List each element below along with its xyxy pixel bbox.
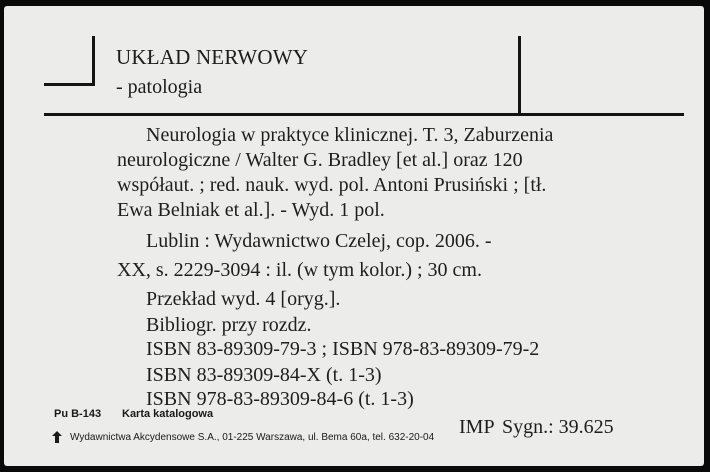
entry-line: Przekład wyd. 4 [oryg.].	[146, 288, 341, 310]
call-number: Sygn.: 39.625	[502, 416, 614, 438]
form-code: Pu B-143	[54, 408, 102, 420]
entry-line: ISBN 83-89309-79-3 ; ISBN 978-83-89309-79-2	[146, 338, 540, 360]
imp-stamp: IMP	[459, 416, 495, 438]
bracket-right-vertical	[518, 36, 521, 116]
bracket-left-horizontal	[44, 83, 95, 86]
entry-line: Lublin : Wydawnictwo Czelej, cop. 2006. -	[146, 230, 492, 252]
publisher-logo-icon	[50, 430, 64, 444]
form-type: Karta katalogowa	[122, 408, 214, 420]
entry-line: XX, s. 2229-3094 : il. (w tym kolor.) ; 30 cm.	[117, 259, 482, 281]
entry-line: ISBN 978-83-89309-84-6 (t. 1-3)	[146, 388, 414, 410]
catalog-card	[4, 6, 704, 466]
entry-line: ISBN 83-89309-84-X (t. 1-3)	[146, 364, 382, 386]
bracket-left-vertical	[92, 36, 95, 86]
entry-line: neurologiczne / Walter G. Bradley [et al.] oraz 120	[117, 149, 523, 171]
heading-divider	[44, 113, 684, 116]
entry-line: Neurologia w praktyce klinicznej. T. 3, Zaburzenia	[146, 124, 554, 146]
publisher-line: Wydawnictwa Akcydensowe S.A., 01-225 Warszawa, ul. Bema 60a, tel. 632-20-04	[70, 432, 435, 443]
subject-subheading: - patologia	[116, 76, 203, 98]
entry-line: współaut. ; red. nauk. wyd. pol. Antoni Prusiński ; [tł.	[117, 174, 547, 196]
entry-line: Bibliogr. przy rozdz.	[146, 314, 312, 336]
entry-line: Ewa Belniak et al.]. - Wyd. 1 pol.	[117, 199, 385, 221]
subject-heading: UKŁAD NERWOWY	[116, 45, 309, 69]
